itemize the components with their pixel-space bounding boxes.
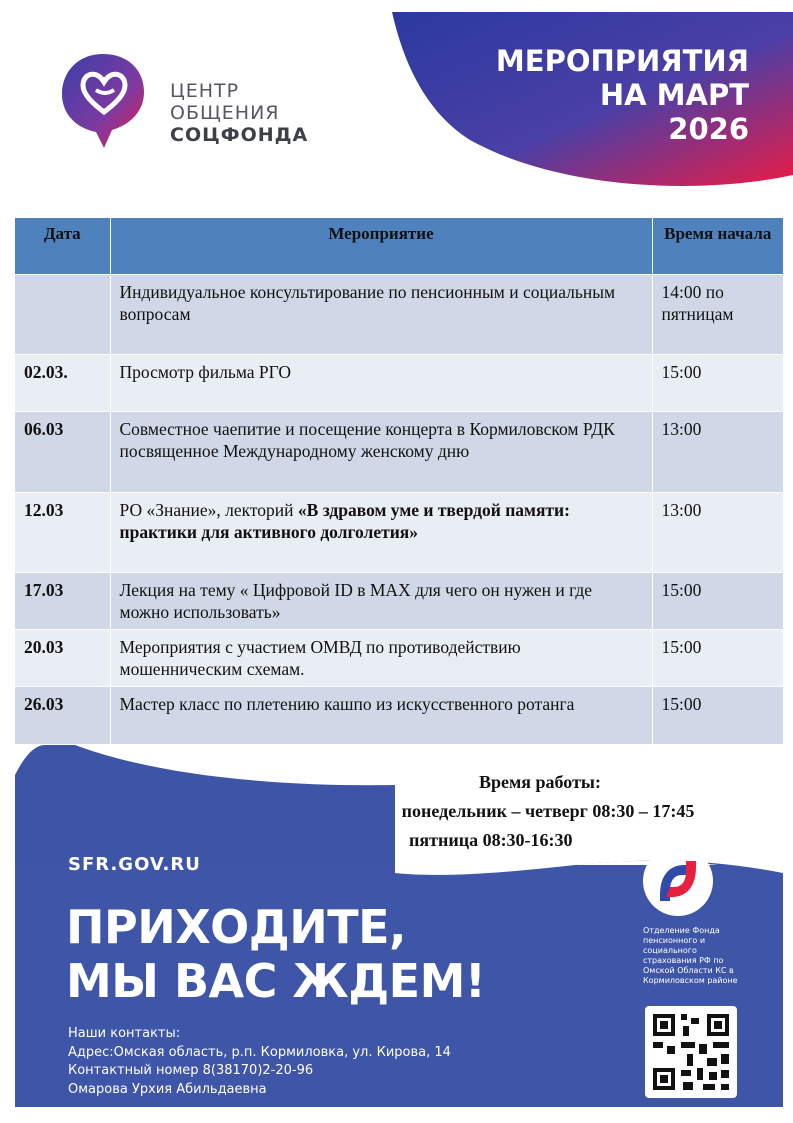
row-event: Совместное чаепитие и посещение концерта в Кормиловском РДК посвященное Международному женскому дню bbox=[110, 412, 652, 493]
row-time: 14:00 по пятницам bbox=[652, 275, 783, 355]
row-time: 13:00 bbox=[652, 412, 783, 493]
logo-line-2: ОБЩЕНИЯ bbox=[170, 102, 280, 124]
center-logo-text bbox=[170, 80, 308, 146]
row-date: 26.03 bbox=[15, 687, 110, 744]
column-header-date: Дата bbox=[15, 218, 110, 275]
column-header-time: Время начала bbox=[652, 218, 783, 275]
contacts-title: Наши контакты: bbox=[68, 1026, 181, 1041]
row-time: 15:00 bbox=[652, 630, 783, 687]
row-date: 20.03 bbox=[15, 630, 110, 687]
column-header-event: Мероприятие bbox=[110, 218, 652, 275]
slogan-line-2: МЫ ВАС ЖДЕМ! bbox=[66, 954, 486, 1008]
slogan-line-1: ПРИХОДИТЕ, bbox=[66, 900, 407, 954]
row-event: Мероприятия с участием ОМВД по противодействию мошенническим схемам. bbox=[110, 630, 652, 687]
hours-line-weekdays: понедельник – четверг 08:30 – 17:45 bbox=[401, 801, 695, 821]
row-date: 02.03. bbox=[15, 355, 110, 412]
table-row bbox=[15, 275, 783, 355]
heart-speech-logo-icon bbox=[58, 50, 148, 150]
table-row bbox=[15, 687, 783, 744]
row-event bbox=[110, 493, 652, 573]
row-event-bold: «В здравом уме и твердой памяти: практики для активного долголетия» bbox=[119, 500, 570, 542]
row-date: 06.03 bbox=[15, 412, 110, 493]
row-event-plain: РО «Знание», лекторий bbox=[119, 500, 298, 520]
table-row bbox=[15, 493, 783, 573]
row-event: Лекция на тему « Цифровой ID в MAX для чего он нужен и где можно использовать» bbox=[110, 573, 652, 630]
logo-line-3: СОЦФОНДА bbox=[170, 124, 309, 146]
title-line-2: НА МАРТ bbox=[599, 78, 749, 112]
hours-title: Время работы: bbox=[479, 772, 601, 792]
working-hours bbox=[385, 768, 695, 855]
slogan bbox=[66, 900, 485, 1008]
row-time: 15:00 bbox=[652, 573, 783, 630]
row-event: Просмотр фильма РГО bbox=[110, 355, 652, 412]
row-time: 15:00 bbox=[652, 355, 783, 412]
table-row bbox=[15, 412, 783, 493]
row-time: 15:00 bbox=[652, 687, 783, 744]
contacts-block bbox=[68, 1025, 451, 1099]
title-line-1: МЕРОПРИЯТИЯ bbox=[495, 44, 749, 78]
contacts-phone: Контактный номер 8(38170)2-20-96 bbox=[68, 1063, 314, 1078]
row-time: 13:00 bbox=[652, 493, 783, 573]
row-event: Мастер класс по плетению кашпо из искусственного ротанга bbox=[110, 687, 652, 744]
org-caption: Отделение Фонда пенсионного и социального страхования РФ по Омской Области КС в Кормиловском районе bbox=[643, 926, 738, 985]
contacts-person: Омарова Урхия Абильдаевна bbox=[68, 1081, 267, 1097]
logo-line-1: ЦЕНТР bbox=[170, 80, 240, 102]
title-line-3: 2026 bbox=[668, 112, 749, 146]
sfr-logo-icon bbox=[638, 845, 718, 917]
table-row bbox=[15, 355, 783, 412]
row-event: Индивидуальное консультирование по пенсионным и социальным вопросам bbox=[110, 275, 652, 355]
events-table bbox=[15, 218, 783, 744]
contacts-address: Адрес:Омская область, р.п. Кормиловка, ул. Кирова, 14 bbox=[68, 1044, 451, 1060]
row-date: 17.03 bbox=[15, 573, 110, 630]
hours-line-friday: пятница 08:30-16:30 bbox=[409, 830, 573, 850]
site-link[interactable]: SFR.GOV.RU bbox=[68, 854, 201, 875]
table-header-row bbox=[15, 218, 783, 275]
page-title bbox=[429, 44, 749, 146]
row-date: 12.03 bbox=[15, 493, 110, 573]
table-row bbox=[15, 573, 783, 630]
row-date bbox=[15, 275, 110, 355]
qr-code-icon bbox=[645, 1006, 737, 1098]
table-row bbox=[15, 630, 783, 687]
